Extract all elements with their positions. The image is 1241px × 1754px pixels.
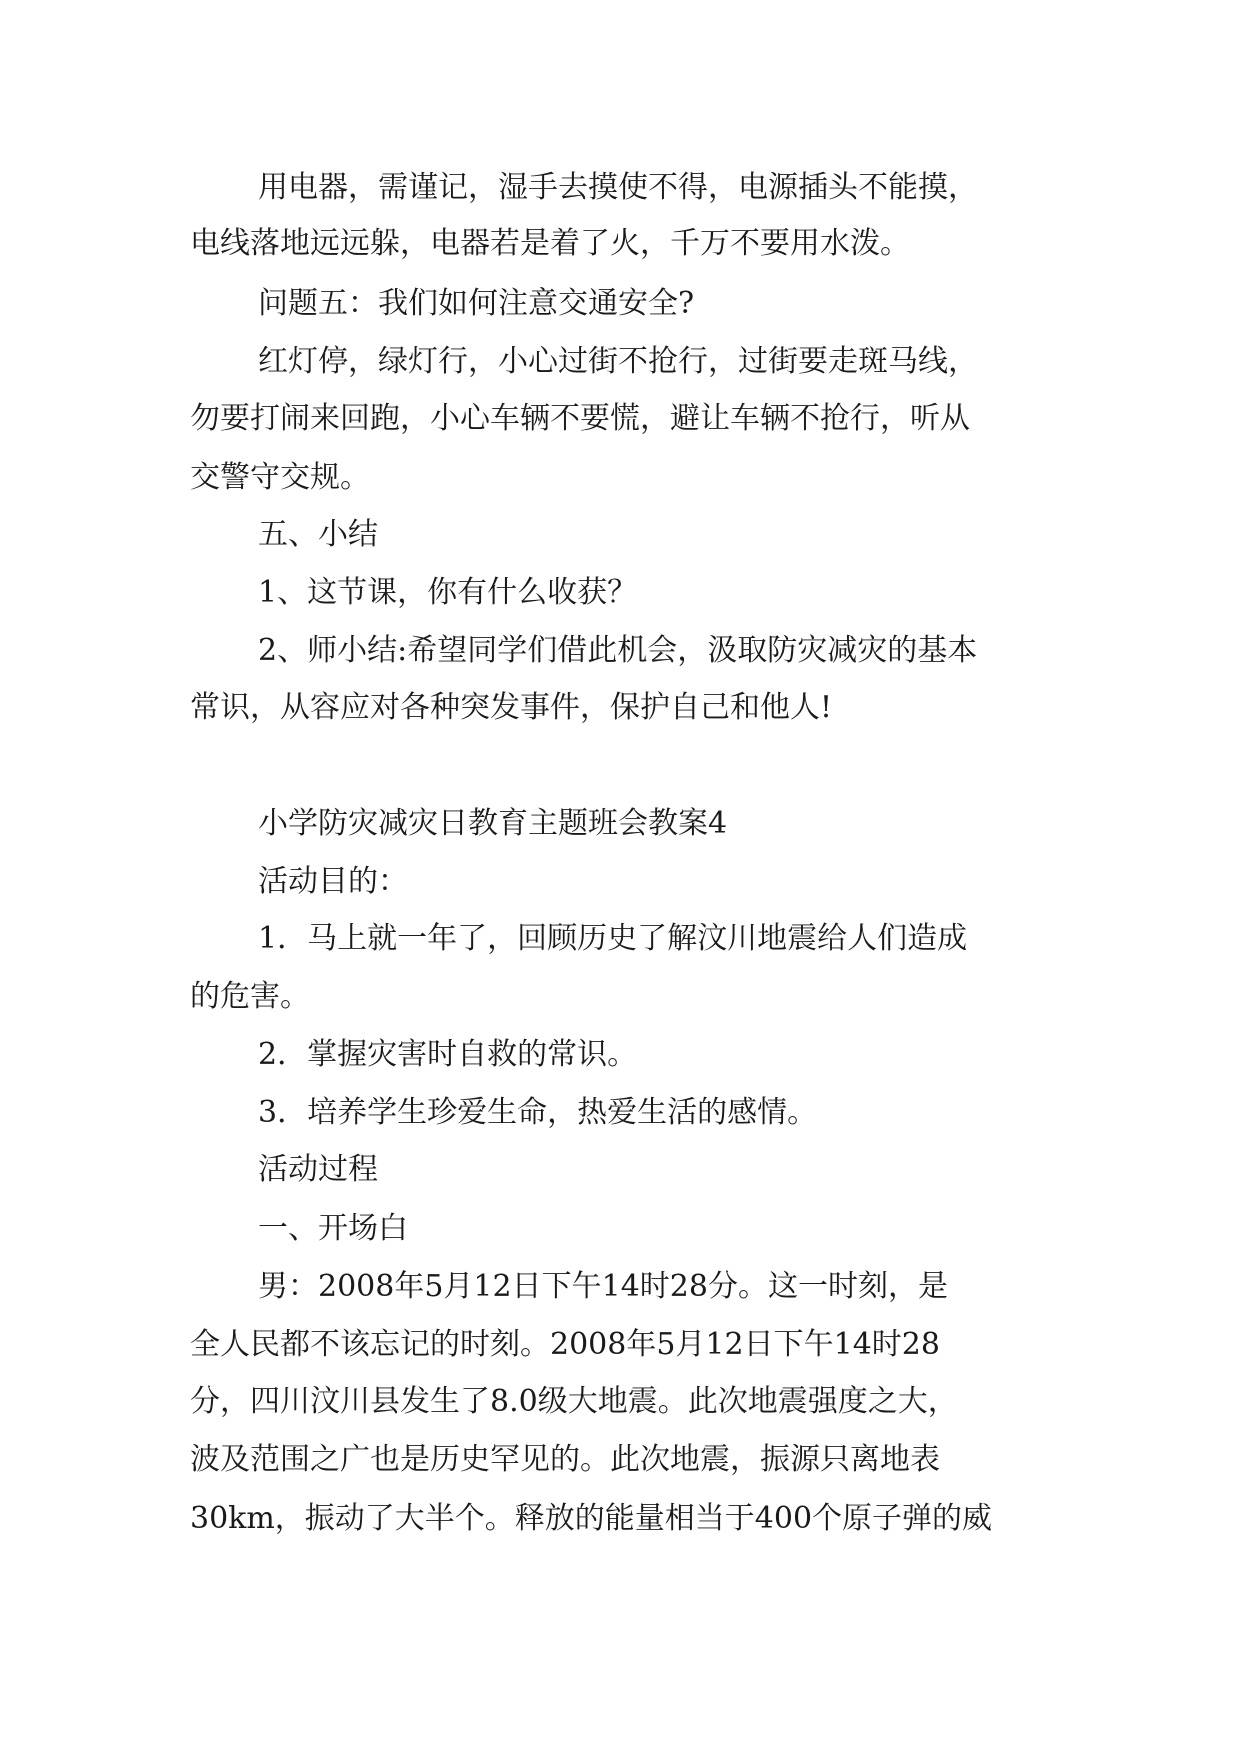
text-line: 常识，从容应对各种突发事件，保护自己和他人! — [190, 690, 833, 725]
text-line: 1．马上就一年了，回顾历史了解汶川地震给人们造成 — [258, 921, 968, 956]
text-line: 的危害。 — [190, 979, 310, 1014]
text-line: 3．培养学生珍爱生命，热爱生活的感情。 — [258, 1095, 818, 1130]
section-heading: 一、开场白 — [258, 1211, 408, 1246]
text-line: 波及范围之广也是历史罕见的。此次地震，振源只离地表 — [190, 1442, 940, 1477]
text-line: 电线落地远远躲，电器若是着了火，千万不要用水泼。 — [190, 226, 910, 261]
text-line: 2、师小结:希望同学们借此机会，汲取防灾减灾的基本 — [258, 633, 978, 668]
text-line: 男：2008年5月12日下午14时28分。这一时刻，是 — [258, 1269, 948, 1304]
section-heading: 活动过程 — [258, 1152, 378, 1187]
text-line: 全人民都不该忘记的时刻。2008年5月12日下午14时28 — [190, 1327, 940, 1362]
section-heading: 五、小结 — [258, 517, 378, 552]
text-line: 分，四川汶川县发生了8.0级大地震。此次地震强度之大， — [190, 1384, 958, 1419]
text-line: 1、这节课，你有什么收获？ — [258, 575, 638, 610]
text-line: 勿要打闹来回跑，小心车辆不要慌，避让车辆不抢行，听从 — [190, 401, 970, 436]
text-line: 问题五：我们如何注意交通安全? — [258, 286, 695, 321]
document-title: 小学防灾减灾日教育主题班会教案4 — [258, 806, 728, 841]
text-line: 交警守交规。 — [190, 460, 370, 495]
text-line: 2．掌握灾害时自救的常识。 — [258, 1037, 638, 1072]
text-line: 30km，振动了大半个。释放的能量相当于400个原子弹的威 — [190, 1501, 993, 1536]
section-heading: 活动目的： — [258, 864, 408, 899]
text-line: 用电器，需谨记，湿手去摸使不得，电源插头不能摸， — [258, 170, 978, 205]
text-line: 红灯停，绿灯行，小心过街不抢行，过街要走斑马线， — [258, 344, 978, 379]
